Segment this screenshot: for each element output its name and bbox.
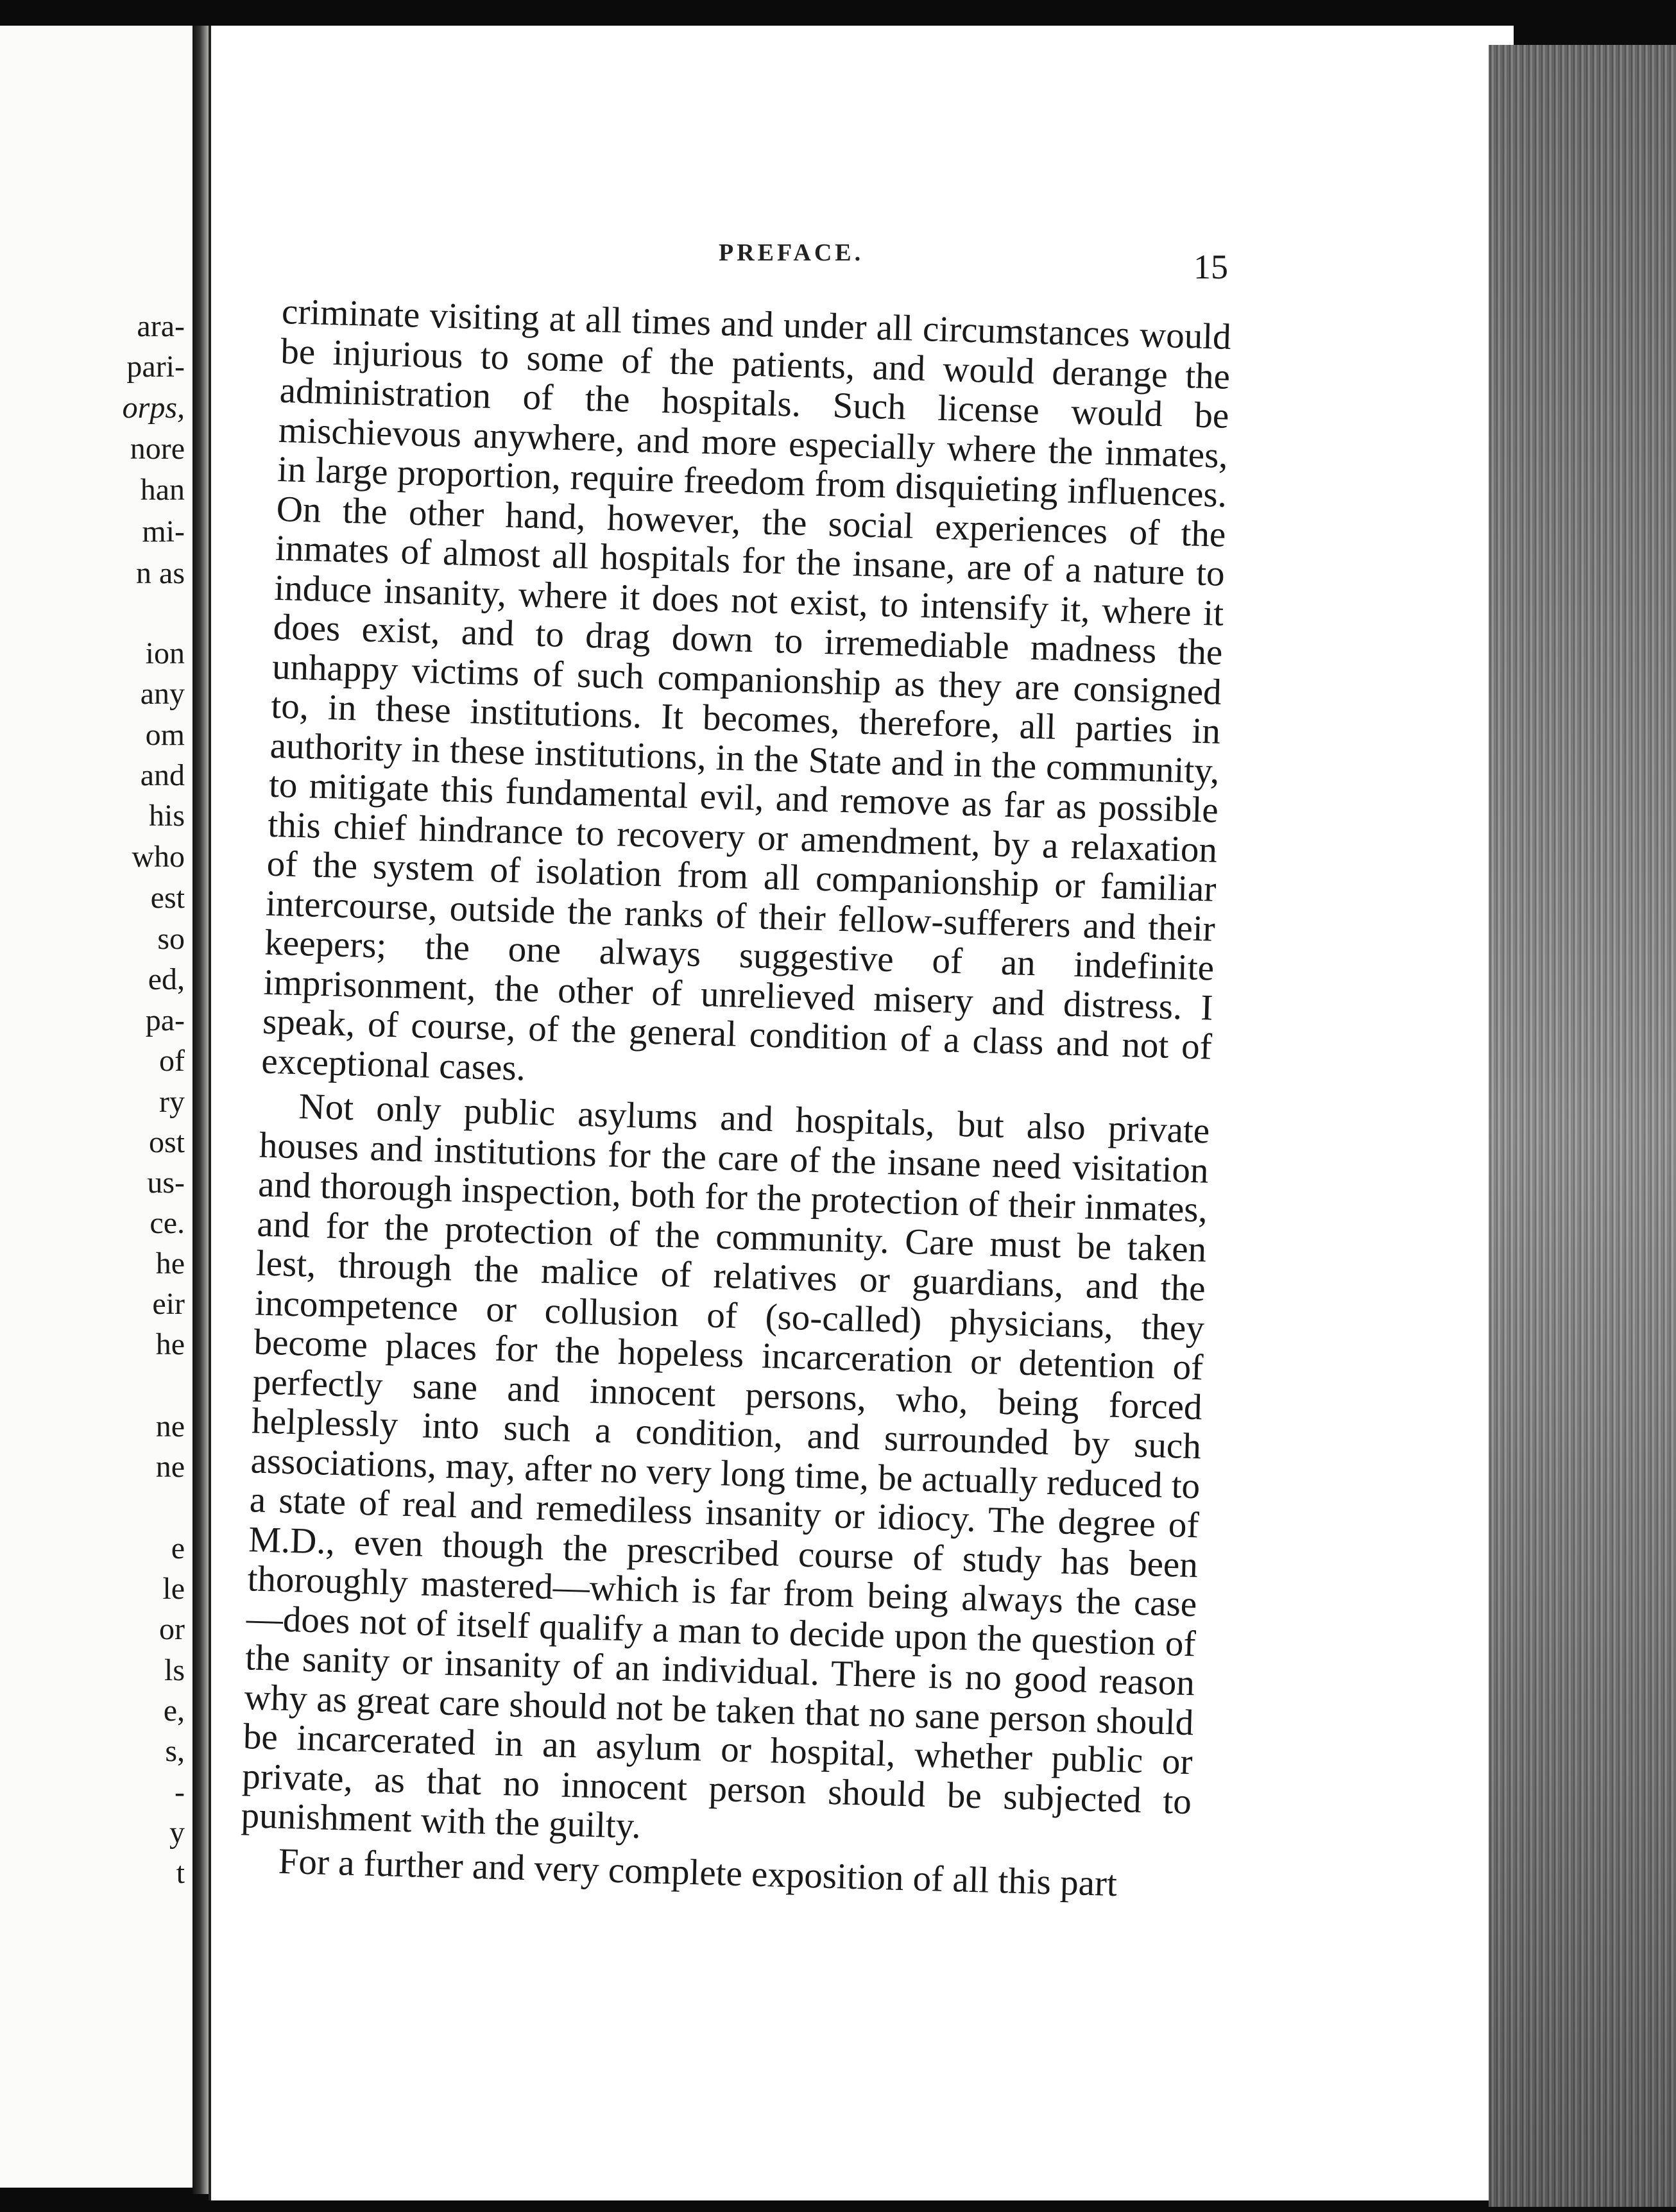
facing-page-fragment: e [171, 1531, 185, 1565]
facing-page-fragment: ne [155, 1409, 185, 1443]
facing-page-fragment: he [155, 1327, 185, 1361]
facing-page-fragment: us- [147, 1166, 185, 1200]
body-text [239, 292, 1231, 1905]
page-edges [1489, 45, 1676, 2207]
paragraph: For a further and very complete exposition of all this part [277, 1841, 1118, 1904]
facing-page-fragment: eir [152, 1287, 185, 1321]
facing-page-fragment: or [159, 1612, 185, 1646]
running-head: PREFACE. [719, 239, 864, 266]
facing-page-fragment: pari- [126, 350, 185, 384]
facing-page-fragment: any [140, 677, 185, 711]
facing-page-fragment: le [162, 1572, 185, 1606]
page-number: 15 [1193, 248, 1228, 286]
facing-page-fragment: of [159, 1044, 185, 1078]
facing-page-fragment: ry [159, 1085, 185, 1119]
facing-page [0, 26, 196, 2188]
facing-page-fragment: his [148, 799, 185, 833]
facing-page-fragment: ed, [148, 962, 185, 996]
facing-page-fragment: ls [164, 1653, 185, 1687]
facing-page-fragment: ara- [137, 309, 185, 343]
facing-page-fragment: who [132, 840, 185, 874]
facing-page-fragment: ce. [150, 1206, 185, 1240]
facing-page-fragment: om [145, 718, 185, 752]
facing-page-fragment: est [150, 881, 185, 915]
facing-page-fragment: pa- [145, 1003, 185, 1037]
facing-page-fragment: n as [136, 556, 185, 590]
facing-page-fragment: ion [145, 636, 185, 670]
facing-page-fragment: s, [165, 1734, 185, 1768]
facing-page-fragment: e, [163, 1694, 185, 1728]
facing-page-fragment: t [176, 1856, 185, 1890]
facing-page-fragment: ost [148, 1125, 185, 1159]
facing-page-fragment: han [140, 473, 185, 507]
facing-page-fragment: so [157, 922, 185, 956]
paragraph: Not only public asylums and hospitals, but also private houses and institutions for the care of the insane need visitation and thorough inspection, both for the protection of their inmates, and for the protection of the community. Care must be taken lest, through the malice of relatives or guardians, and the incompetence or collusion of (so-called) physicians, they become places for the hopeless incarceration or detention of perfectly sane and innocent persons, who, being forced helplessly into such a condition, and surrounded by such associations, may, after no very long time, be actually reduced to a state of real and remediless insanity or idiocy. The degree of M.D., even though the prescribed course of study has been thoroughly mastered—which is far from being always the case—does not of itself qualify a man to decide upon the question of the sanity or insanity of an individual. There is no good reason why as great care should not be taken that no sane person should be incarcerated in an asylum or hospital, whether public or private, as that no innocent person should be subjected to punishment with the guilty. [240, 1086, 1210, 1846]
facing-page-fragment: ne [155, 1450, 185, 1484]
facing-page-fragment: nore [130, 432, 185, 466]
facing-page-fragment: - [175, 1775, 185, 1809]
paragraph: criminate visiting at all times and under all circumstances would be injurious to some of the patients, and would derange the administration of the hospitals. Such license would be mischievous anywhere, and more especially where the inmates, in large proportion, require freedom from disquieting influences. On the other hand, however, the social experiences of the inmates of almost all hospitals for the insane, are of a nature to induce insanity, where it does not exist, to intensify it, where it does exist, and to drag down to irremediable madness the unhappy victims of such companionship as they are consigned to, in these institutions. It becomes, therefore, all parties in authority in these institutions, in the State and in the community, to mitigate this fundamental evil, and remove as far as possible this chief hindrance to recovery or amendment, by a relaxation of the system of isolation from all companionship or familiar intercourse, outside the ranks of their fellow-sufferers and their keepers; the one always suggestive of an indefinite imprisonment, the other of unrelieved misery and distress. I speak, of course, of the general condition of a class and not of exceptional cases. [261, 291, 1232, 1089]
facing-page-fragment: mi- [142, 515, 185, 549]
facing-page-fragment: y [169, 1816, 185, 1850]
facing-page-fragment: he [155, 1246, 185, 1280]
facing-page-fragment: orps, [122, 391, 185, 425]
facing-page-fragment: and [140, 758, 185, 792]
